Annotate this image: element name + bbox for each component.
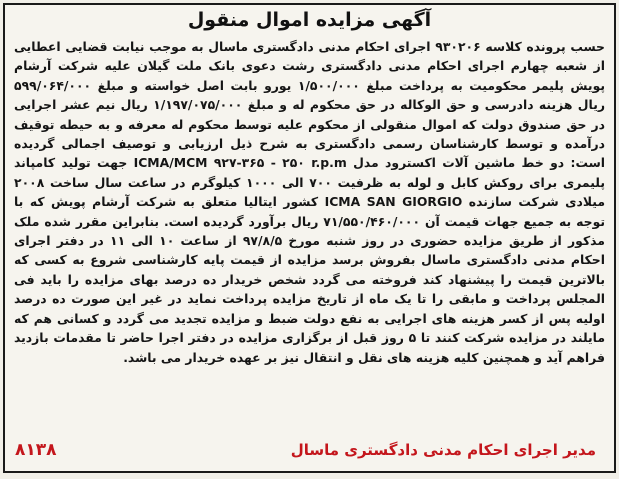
notice-body: حسب پرونده کلاسه ۹۳۰۲۰۶ اجرای احکام مدنی دادگستری ماسال به موجب نیابت قضایی اعطایی از شعبه چهارم اجرای احکام مدنی دادگستری رشت دعوی بانک ملت گیلان علیه شرکت آرشام پویش پلیمر محکومیت به پرداخت مبلغ ۱/۵۰۰/۰۰۰ یورو بابت اصل خواسته و مبلغ ۵۹۹/۰۶۴/۰۰۰ ریال هزینه دادرسی و حق الوکاله در حق محکوم له و مبلغ ۱/۱۹۷/۰۷۵/۰۰۰ ریال نیم عشر اجرایی در حق صندوق دولت که اموال منقولی از محکوم علیه توسط محکوم له معرفه و به حیطه توقیف درآمده و توسط کارشناسان رسمی دادگستری به شرح ذیل ارزیابی و توصیف اجمالی گردیده است: دو خط ماشین آلات اکسترود مدل ICMA/MCM ۹۲۷-۳۶۵ - ۲۵۰ r.p.m جهت تولید کامپاند پلیمری برای روکش کابل و لوله به ظرفیت ۷۰۰ الی ۱۰۰۰ کیلوگرم در ساعت سال ساخت ۲۰۰۸ میلادی شرکت سازنده ICMA SAN GIORGIO کشور ایتالیا متعلق به شرکت آرشام پویش که با توجه به جمیع جهات قیمت آن ۷۱/۵۵۰/۴۶۰/۰۰۰ ریال برآورد گردیده است. بنابراین مقرر شده ملک مذکور از طریق مزایده حضوری در روز شنبه مورخ ۹۷/۸/۵ از ساعت ۱۰ الی ۱۱ در دفتر اجرای احکام مدنی دادگستری ماسال بفروش برسد مزایده از قیمت پایه کارشناسی شروع به کسی که بالاترین قیمت را پیشنهاد کند فروخته می گردد شخص خریدار ده درصد بهای مزایده را باید فی المجلس پرداخت و مابقی را تا یک ماه از تاریخ مزایده پرداخت نماید در غیر این صورت ده درصد اولیه پس از کسر هزینه های اجرایی به نفع دولت ضبط و مزایده تجدید می گردد و کسانی هم که مایلند در مزایده شرکت کنند تا ۵ روز قبل از برگزاری مزایده در دفتر اجرا حاضر تا مقدمات بازدید فراهم آید و همچنین کلیه هزینه های نقل و انتقال نیز بر عهده خریدار می باشد. [14, 39, 606, 365]
reference-number: ۸۱۳۸ [15, 440, 57, 460]
notice-frame [3, 3, 616, 473]
notice-footer [5, 437, 614, 467]
signature-line: مدیر اجرای احکام مدنی دادگستری ماسال [290, 441, 596, 459]
notice-title: آگهی مزایده اموال منقول [187, 9, 432, 31]
